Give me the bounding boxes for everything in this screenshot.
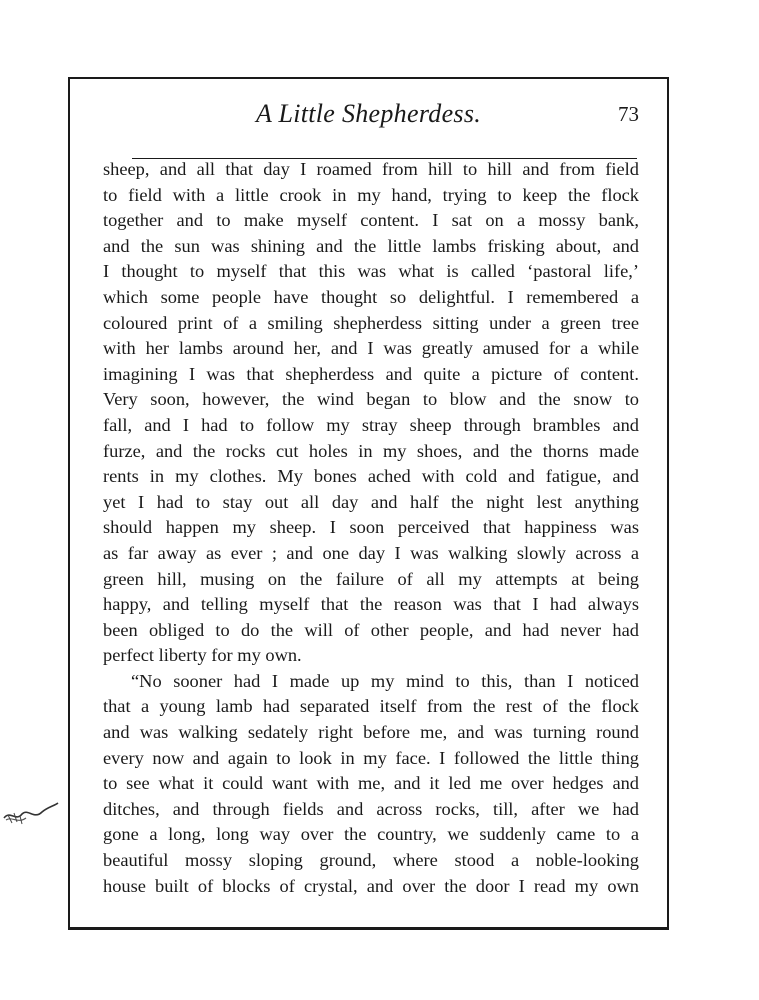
text-line: gone a long, long way over the country, we suddenly came to a <box>103 824 639 845</box>
text-line: should happen my sheep. I soon perceived that happiness was <box>103 517 639 538</box>
text-line: fall, and I had to follow my stray sheep through brambles and <box>103 414 639 435</box>
paragraph <box>103 669 639 899</box>
text-line: coloured print of a smiling shepherdess sitting under a green tree <box>103 312 639 333</box>
text-line: that a young lamb had separated itself from the rest of the flock <box>103 696 639 717</box>
text-line: house built of blocks of crystal, and over the door I read my own <box>103 875 639 896</box>
text-line: every now and again to look in my face. I followed the little thing <box>103 747 639 768</box>
text-line: and the sun was shining and the little lambs frisking about, and <box>103 235 639 256</box>
text-line: sheep, and all that day I roamed from hill to hill and from field <box>103 159 639 179</box>
text-line: beautiful mossy sloping ground, where stood a noble-looking <box>103 850 639 871</box>
text-line: and was walking sedately right before me, and was turning round <box>103 722 639 743</box>
margin-ink-mark <box>2 798 60 828</box>
text-line: ditches, and through fields and across rocks, till, after we had <box>103 798 639 819</box>
text-line: been obliged to do the will of other people, and had never had <box>103 619 639 640</box>
text-line: “No sooner had I made up my mind to this, than I noticed <box>131 670 639 691</box>
text-line: rents in my clothes. My bones ached with cold and fatigue, and <box>103 466 639 487</box>
text-line: green hill, musing on the failure of all my attempts at being <box>103 568 639 589</box>
running-title: A Little Shepherdess. <box>255 99 482 128</box>
text-line: which some people have thought so delightful. I remembered a <box>103 286 639 307</box>
text-line: as far away as ever ; and one day I was walking slowly across a <box>103 542 639 563</box>
text-line: yet I had to stay out all day and half the night lest anything <box>103 491 639 512</box>
body-text <box>103 157 639 899</box>
text-line: to field with a little crook in my hand, trying to keep the flock <box>103 184 639 205</box>
text-line: perfect liberty for my own. <box>103 645 302 666</box>
text-line: with her lambs around her, and I was greatly amused for a while <box>103 338 639 359</box>
text-line: imagining I was that shepherdess and quite a picture of content. <box>103 363 639 384</box>
text-line: furze, and the rocks cut holes in my shoes, and the thorns made <box>103 440 639 461</box>
running-head <box>70 99 667 139</box>
text-line: happy, and telling myself that the reason was that I had always <box>103 594 639 615</box>
page-frame <box>68 77 669 930</box>
text-line: to see what it could want with me, and it led me over hedges and <box>103 773 639 794</box>
paragraph <box>103 157 639 669</box>
text-line: Very soon, however, the wind began to blow and the snow to <box>103 389 639 410</box>
text-line: I thought to myself that this was what is called ‘pastoral life,’ <box>103 261 639 282</box>
text-line: together and to make myself content. I sat on a mossy bank, <box>103 210 639 231</box>
page-number: 73 <box>618 102 639 126</box>
